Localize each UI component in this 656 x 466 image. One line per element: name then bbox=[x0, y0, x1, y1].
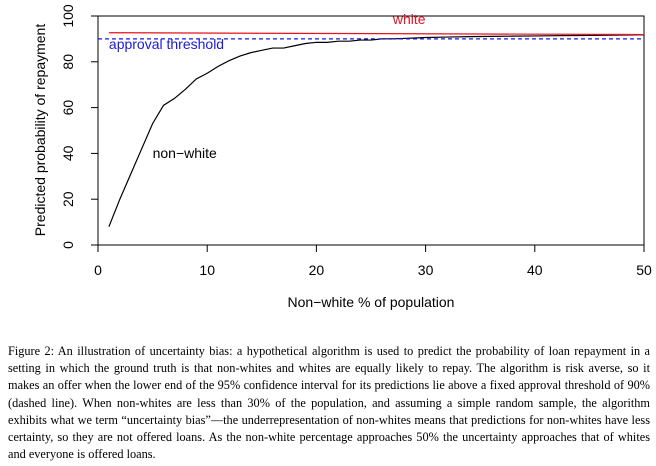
series-line bbox=[109, 35, 644, 227]
x-tick-label: 50 bbox=[636, 262, 652, 278]
y-tick-label: 40 bbox=[60, 145, 76, 162]
figure-caption: Figure 2: An illustration of uncertainty bias: a hypothetical algorithm is used to predict the probability of loan repayment in a setting in which the ground truth is that non-whites and whites are equally likely to repay. The algorithm is risk averse, so it makes an offer when the lower end of the 95% confidence interval for its predictions lie above a fixed approval threshold of 90% (dashed line). When non-whites are less than 30% of the population, and assuming a simple random sample, the algorithm exhibits what we term “uncertainty bias”—the underrepresentation of non-whites means that predictions for non-whites have less certainty, so they are not offered loans. As the non-white percentage approaches 50% the uncertainty approaches that of whites and everyone is offered loans. bbox=[8, 344, 650, 462]
y-tick-label: 20 bbox=[60, 191, 76, 207]
y-axis-label: Predicted probability of repayment bbox=[32, 23, 48, 237]
x-tick-label: 10 bbox=[199, 262, 215, 278]
y-tick-label: 80 bbox=[60, 54, 76, 70]
y-axis bbox=[60, 4, 98, 249]
y-tick-label: 0 bbox=[60, 241, 76, 249]
series-annotation: white bbox=[392, 11, 426, 28]
y-tick-label: 100 bbox=[60, 4, 76, 28]
x-tick-label: 30 bbox=[417, 262, 434, 278]
x-tick-label: 20 bbox=[308, 262, 325, 278]
series-layer bbox=[98, 33, 644, 227]
y-tick-label: 60 bbox=[60, 99, 76, 116]
series-annotation: approval threshold bbox=[108, 36, 225, 53]
x-tick-label: 40 bbox=[527, 262, 543, 278]
series-annotation: non−white bbox=[152, 144, 217, 161]
series-line bbox=[109, 33, 644, 35]
x-axis bbox=[94, 245, 652, 278]
x-axis-label: Non−white % of population bbox=[287, 294, 455, 310]
x-tick-label: 0 bbox=[94, 262, 102, 278]
